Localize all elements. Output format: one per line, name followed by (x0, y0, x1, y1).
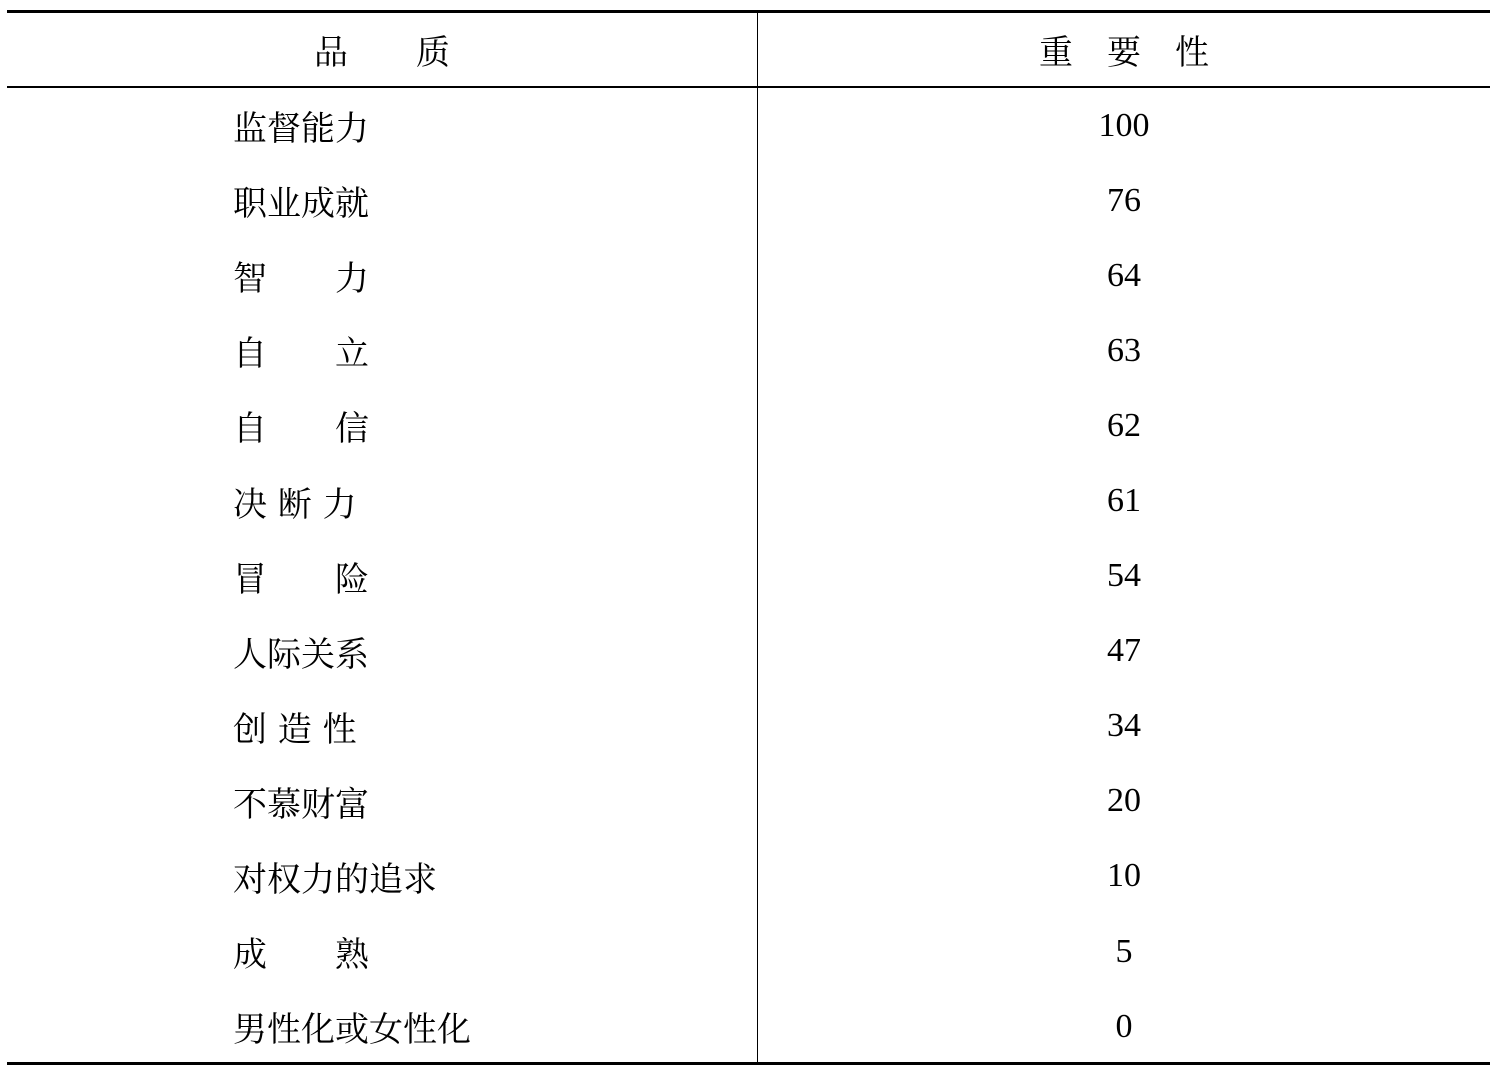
quality-cell: 人际关系 (233, 634, 369, 675)
quality-cell: 自 信 (233, 409, 369, 450)
table-row (7, 313, 1490, 388)
importance-cell: 76 (1107, 181, 1141, 219)
quality-importance-table (7, 10, 1490, 1066)
importance-cell: 5 (1115, 932, 1133, 970)
importance-cell: 54 (1107, 557, 1141, 595)
table-body (7, 88, 1490, 1064)
importance-cell: 34 (1107, 707, 1141, 745)
importance-cell: 100 (1098, 106, 1150, 144)
quality-cell: 成 熟 (233, 935, 369, 976)
quality-cell: 监督能力 (233, 109, 369, 150)
header-importance-label: 重 要 性 (1039, 33, 1209, 73)
importance-cell: 64 (1107, 256, 1141, 294)
quality-cell: 决 断 力 (233, 484, 357, 525)
table-row (7, 914, 1490, 989)
importance-cell: 10 (1107, 857, 1141, 895)
quality-cell: 创 造 性 (233, 709, 357, 750)
table-row (7, 539, 1490, 614)
importance-cell: 20 (1107, 782, 1141, 820)
quality-cell: 冒 险 (233, 559, 369, 600)
table-row (7, 614, 1490, 689)
quality-cell: 男性化或女性化 (233, 1010, 471, 1051)
header-quality (7, 13, 757, 86)
table-row (7, 764, 1490, 839)
quality-cell: 职业成就 (233, 184, 369, 225)
quality-cell: 对权力的追求 (233, 859, 437, 900)
table-row (7, 163, 1490, 238)
quality-cell: 不慕财富 (233, 784, 369, 825)
table-row (7, 388, 1490, 463)
importance-cell: 62 (1107, 406, 1141, 444)
quality-cell: 自 立 (233, 334, 369, 375)
table-row (7, 463, 1490, 538)
importance-cell: 61 (1107, 482, 1141, 520)
importance-cell: 63 (1107, 331, 1141, 369)
table-row (7, 839, 1490, 914)
table-row (7, 689, 1490, 764)
importance-cell: 47 (1107, 632, 1141, 670)
quality-cell: 智 力 (233, 259, 369, 300)
importance-cell: 0 (1115, 1007, 1133, 1045)
header-importance (758, 13, 1490, 86)
table-row (7, 238, 1490, 313)
header-quality-label: 品 质 (314, 33, 450, 73)
table-row (7, 989, 1490, 1064)
table-row (7, 88, 1490, 163)
